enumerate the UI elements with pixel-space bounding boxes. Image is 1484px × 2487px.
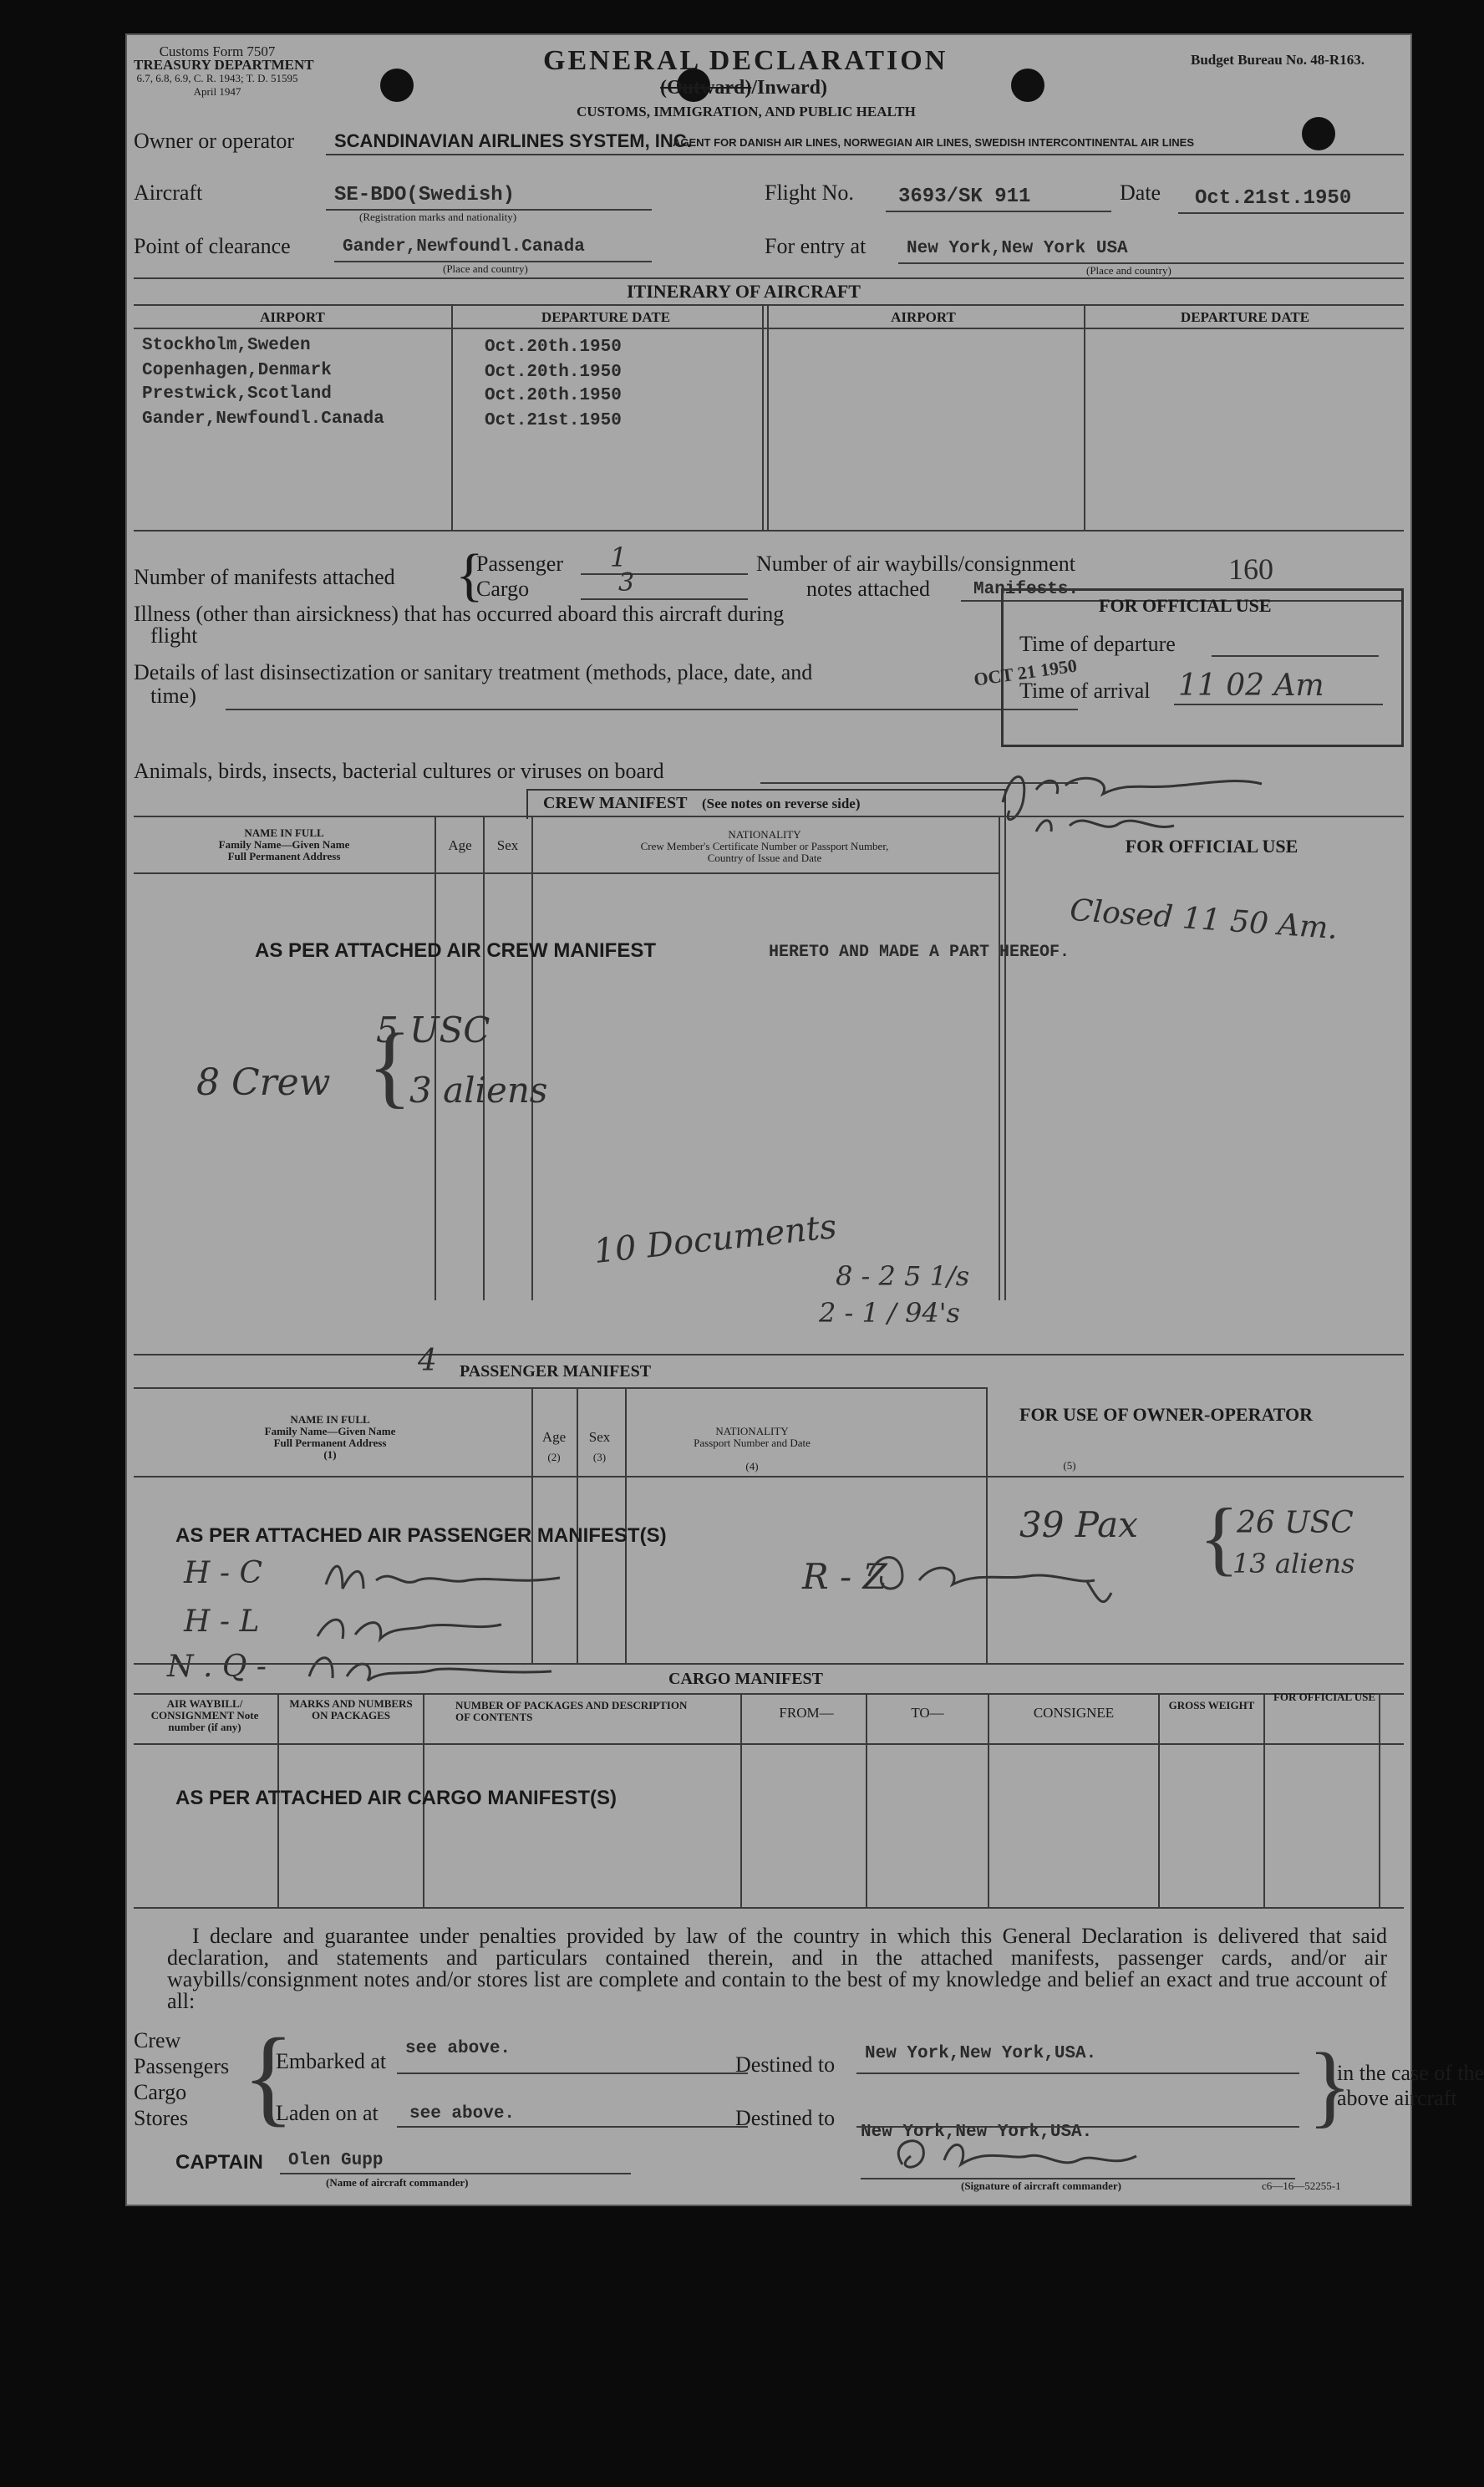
declaration-item: Stores [134, 2106, 188, 2130]
passenger-age-header [533, 1427, 575, 1467]
captain-value: Olen Gupp [288, 2151, 384, 2170]
owner-operator-use-title: FOR USE OF OWNER-OPERATOR [1019, 1404, 1314, 1425]
crew-name-header-line: Family Name—Given Name [218, 838, 350, 851]
cargo-col-divider [988, 1693, 989, 1907]
cargo-attached-text: AS PER ATTACHED AIR CARGO MANIFEST(S) [175, 1787, 617, 1809]
itinerary-col-divider [767, 304, 769, 530]
crew-aliens-annotation: 3 aliens [409, 1070, 548, 1111]
cargo-manifest-title: CARGO MANIFEST [668, 1670, 824, 1688]
passenger-sex-label: Sex [588, 1429, 611, 1445]
itinerary-top-rule [134, 277, 1404, 279]
cargo-col-divider [1263, 1693, 1265, 1907]
passenger-manifest-title: PASSENGER MANIFEST [460, 1362, 652, 1381]
owner-underline [326, 154, 1404, 155]
passenger-total-annotation: 39 Pax [1019, 1504, 1138, 1545]
cargo-waybill-header: AIR WAYBILL/ CONSIGNMENT Note number (if any) [150, 1697, 259, 1733]
itinerary-airport: Prestwick,Scotland [142, 384, 332, 404]
laden-value: see above. [409, 2104, 516, 2123]
passenger-title-rule [134, 1387, 986, 1389]
case-brace: } [1308, 2034, 1352, 2136]
passenger-aliens-annotation: 13 aliens [1232, 1548, 1355, 1579]
declaration-items [134, 2027, 229, 2131]
itinerary-date: Oct.20th.1950 [485, 338, 622, 357]
declaration-item: Crew [134, 2028, 181, 2052]
inward-label: /Inward) [751, 77, 828, 99]
passenger-name-header-line: NAME IN FULL [290, 1413, 370, 1426]
punch-hole [1302, 117, 1335, 150]
cargo-from-header: FROM— [779, 1705, 834, 1721]
inspector-signature [861, 1543, 1178, 1618]
case-note [1337, 2061, 1484, 2111]
passenger-age-label: Age [541, 1429, 567, 1445]
itinerary-col-divider [762, 304, 764, 530]
captain-signature [877, 2123, 1161, 2181]
official-use-title: FOR OFFICIAL USE [1099, 595, 1272, 616]
punch-hole [380, 69, 414, 102]
cargo-consignee-header: CONSIGNEE [1033, 1705, 1115, 1721]
itinerary-col-divider [451, 304, 453, 530]
budget-bureau-number: Budget Bureau No. 48-R163. [1191, 52, 1365, 68]
passenger-brace: { [1199, 1491, 1239, 1584]
cargo-bottom-rule [134, 1907, 1404, 1909]
passenger-header-rule [134, 1476, 1404, 1477]
owner-value: SCANDINAVIAN AIRLINES SYSTEM, INC. [334, 130, 692, 151]
entry-value: New York,New York USA [907, 239, 1128, 258]
cargo-official-header: FOR OFFICIAL USE [1273, 1691, 1376, 1703]
cargo-count-value: 3 [618, 568, 635, 598]
cargo-packages-header: NUMBER OF PACKAGES AND DESCRIPTION OF CONTENTS [455, 1699, 688, 1723]
cargo-marks-header: MARKS AND NUMBERS ON PACKAGES [289, 1697, 413, 1722]
declaration-text: I declare and guarantee under penalties provided by law of the country in which this General Declaration is delivered that said declaration, and statements and particulars contained therein, and in the attached manifests, passenger cards, and/or air waybills/consignment notes and/or stores list are complete and contain to the best of my knowledge and belief an exact and true account of all: [167, 1924, 1387, 2013]
crew-documents-line-3: 2 - 1 / 94's [819, 1297, 960, 1329]
crew-name-header-line: Full Permanent Address [227, 850, 341, 862]
passenger-name-header [134, 1414, 526, 1461]
arrival-time-value: 11 02 Am [1178, 669, 1324, 703]
captain-underline [280, 2173, 631, 2174]
passenger-col-number: (5) [1063, 1459, 1076, 1472]
crew-header-rule [134, 872, 999, 874]
outward-label: (Outward) [660, 77, 752, 99]
punch-hole [1011, 69, 1044, 102]
print-code: c6—16—52255-1 [1262, 2179, 1341, 2192]
case-note-line: above aircraft [1337, 2086, 1457, 2110]
crew-col-divider [999, 816, 1000, 1300]
itinerary-airport: Copenhagen,Denmark [142, 361, 332, 380]
waybills-value: 160 [1228, 552, 1273, 586]
embarked-value: see above. [405, 2039, 511, 2058]
departure-time-label: Time of departure [1019, 632, 1176, 656]
entry-note: (Place and country) [1086, 264, 1171, 277]
crew-brace: { [368, 1015, 412, 1116]
itinerary-date-header: DEPARTURE DATE [541, 309, 671, 325]
crew-manifest-note: (See notes on reverse side) [702, 796, 861, 811]
passenger-count-value: 1 [610, 542, 628, 573]
crew-col-divider [483, 816, 485, 1300]
departure-time-underline [1212, 655, 1379, 657]
arrival-time-label: Time of arrival [1019, 679, 1151, 703]
aircraft-label: Aircraft [134, 181, 203, 205]
aircraft-value: SE-BDO(Swedish) [334, 184, 516, 206]
passenger-attached-text: AS PER ATTACHED AIR PASSENGER MANIFEST(S) [175, 1524, 667, 1547]
passenger-count-label: Passenger [476, 552, 563, 576]
crew-documents-annotation: 10 Documents [592, 1207, 839, 1272]
destined-value: New York,New York,USA. [865, 2044, 1097, 2063]
commander-note: (Name of aircraft commander) [326, 2176, 469, 2189]
initials-annotation: H - C [184, 1556, 262, 1590]
destined-underline [856, 2072, 1299, 2074]
clearance-value: Gander,Newfoundl.Canada [343, 237, 585, 257]
arrival-time-underline [1174, 704, 1383, 705]
notes-label: notes attached [806, 577, 930, 601]
crew-nationality-header-line: Country of Issue and Date [707, 852, 822, 864]
crew-documents-line-2: 8 - 2 5 1/s [836, 1260, 970, 1292]
itinerary-date-header-2: DEPARTURE DATE [1180, 309, 1310, 325]
passenger-nationality-header-line: NATIONALITY [715, 1425, 789, 1437]
laden-label: Laden on at [276, 2101, 379, 2125]
initials-annotation: H - L [184, 1605, 260, 1639]
direction-line [660, 77, 827, 99]
initials-annotation: N . Q - [167, 1650, 267, 1684]
itinerary-airport-header: AIRPORT [260, 309, 325, 325]
disinsect-underline [226, 709, 1078, 710]
passenger-count-underline [581, 573, 748, 575]
entry-label: For entry at [765, 234, 867, 258]
notes-value: Manifests. [973, 580, 1080, 599]
itinerary-subheader-rule [134, 328, 1404, 329]
crew-col-divider [531, 816, 533, 1300]
declaration-form [125, 33, 1484, 2206]
declaration-brace: { [242, 2017, 295, 2137]
cargo-col-divider [1379, 1693, 1380, 1907]
manifests-label: Number of manifests attached [134, 565, 395, 589]
inspector-signature [318, 1551, 585, 1601]
itinerary-airport: Gander,Newfoundl.Canada [142, 409, 384, 429]
destined-value: New York,New York,USA. [861, 2123, 1093, 2142]
page-title: GENERAL DECLARATION [543, 45, 948, 76]
date-label: Date [1120, 181, 1161, 205]
date-underline [1178, 212, 1404, 214]
itinerary-bottom-rule [134, 530, 1404, 531]
manifests-brace: { [455, 543, 484, 608]
crew-closed-annotation: Closed 11 50 Am. [1068, 893, 1339, 947]
itinerary-date: Oct.20th.1950 [485, 386, 622, 405]
case-note-line: in the case of the [1337, 2061, 1484, 2085]
regulation-reference: 6.7, 6.8, 6.9, C. R. 1943; T. D. 51595 [136, 72, 298, 84]
cargo-section-top-rule [134, 1663, 1404, 1665]
cargo-title-rule [134, 1693, 1404, 1695]
passenger-nationality-header-line: Passport Number and Date [694, 1437, 811, 1449]
aircraft-note: (Registration marks and nationality) [359, 211, 517, 223]
crew-age-header: Age [448, 837, 472, 853]
itinerary-airport-header-2: AIRPORT [891, 309, 956, 325]
cargo-weight-header: GROSS WEIGHT [1168, 1699, 1255, 1711]
page-subtitle: CUSTOMS, IMMIGRATION, AND PUBLIC HEALTH [577, 104, 916, 120]
destined-label: Destined to [735, 2052, 836, 2077]
destined-label: Destined to [735, 2106, 836, 2130]
crew-nationality-header [535, 829, 994, 864]
cargo-to-header: TO— [911, 1705, 944, 1721]
flight-underline [886, 211, 1111, 212]
officer-signature [986, 752, 1337, 844]
itinerary-date: Oct.21st.1950 [485, 411, 622, 430]
cargo-count-underline [581, 598, 748, 600]
laden-underline [397, 2126, 748, 2128]
illness-label-cont: flight [150, 623, 198, 648]
cargo-col-divider [740, 1693, 742, 1907]
crew-col-divider [435, 816, 436, 1300]
date-value: Oct.21st.1950 [1195, 187, 1352, 210]
owner-agent-text: AGENT FOR DANISH AIR LINES, NORWEGIAN AIR LINES, SWEDISH INTERCONTINENTAL AIR LINES [673, 136, 1195, 149]
clearance-note: (Place and country) [443, 262, 528, 275]
signature-note: (Signature of aircraft commander) [961, 2179, 1121, 2192]
cargo-header-rule [134, 1743, 1404, 1745]
itinerary-title: ITINERARY OF AIRCRAFT [627, 281, 861, 302]
owner-label: Owner or operator [134, 129, 295, 153]
crew-nationality-header-line: NATIONALITY [728, 828, 801, 841]
embarked-label: Embarked at [276, 2049, 387, 2073]
initials-annotation: R - Z [802, 1556, 887, 1597]
itinerary-col-divider [1084, 304, 1085, 530]
declaration-item: Passengers [134, 2054, 230, 2078]
crew-count-annotation: 8 Crew [196, 1061, 331, 1104]
passenger-name-header-line: Full Permanent Address [273, 1437, 387, 1449]
passenger-col-number: (3) [592, 1451, 607, 1463]
form-number-block [134, 43, 314, 99]
passenger-col-number: (1) [323, 1448, 337, 1461]
itinerary-header-rule [134, 304, 1404, 306]
disinsect-label: Details of last disinsectization or sanitary treatment (methods, place, date, and [134, 660, 813, 684]
animals-label: Animals, birds, insects, bacterial cultures or viruses on board [134, 759, 664, 783]
department-name: TREASURY DEPARTMENT [134, 57, 314, 73]
crew-sex-header: Sex [496, 837, 519, 853]
clearance-label: Point of clearance [134, 234, 291, 258]
passenger-col-number: (2) [547, 1451, 561, 1463]
crew-usc-annotation: 5 USC [376, 1010, 490, 1050]
crew-attached-typed: HERETO AND MADE A PART HEREOF. [769, 943, 1070, 962]
declaration-item: Cargo [134, 2080, 187, 2104]
inspector-signature [301, 1643, 568, 1693]
crew-manifest-title: CREW MANIFEST [543, 794, 688, 812]
form-number: Customs Form 7507 [159, 43, 276, 59]
passenger-sex-header [577, 1427, 623, 1467]
passenger-name-header-line: Family Name—Given Name [264, 1425, 396, 1437]
cargo-count-label: Cargo [476, 577, 530, 601]
date-stamp: OCT 21 1950 [972, 654, 1079, 690]
illness-label: Illness (other than airsickness) that has occurred aboard this aircraft during [134, 602, 785, 626]
passenger-nationality-header [627, 1426, 877, 1472]
crew-attached-text: AS PER ATTACHED AIR CREW MANIFEST [255, 939, 656, 962]
crew-col-divider [1004, 816, 1006, 1300]
itinerary-airport: Stockholm,Sweden [142, 336, 311, 355]
passenger-section-top-rule [134, 1354, 1404, 1355]
crew-name-header [134, 827, 435, 862]
cargo-col-divider [866, 1693, 867, 1907]
waybills-label: Number of air waybills/consignment [756, 552, 1075, 576]
flight-value: 3693/SK 911 [898, 186, 1031, 208]
crew-name-header-line: NAME IN FULL [244, 826, 324, 839]
passenger-col-number: (4) [745, 1460, 759, 1472]
captain-label: CAPTAIN [175, 2151, 263, 2174]
crew-official-use-title: FOR OFFICIAL USE [1125, 836, 1298, 857]
flight-label: Flight No. [765, 181, 854, 205]
cargo-col-divider [1158, 1693, 1160, 1907]
passenger-count-annotation: 4 [418, 1344, 437, 1378]
form-date: April 1947 [193, 85, 241, 98]
passenger-col-divider [986, 1387, 988, 1663]
disinsect-label-cont: time) [150, 684, 196, 708]
embarked-underline [397, 2072, 748, 2074]
passenger-usc-annotation: 26 USC [1237, 1506, 1354, 1540]
crew-nationality-header-line: Crew Member's Certificate Number or Passport Number, [640, 840, 889, 852]
itinerary-date: Oct.20th.1950 [485, 363, 622, 382]
